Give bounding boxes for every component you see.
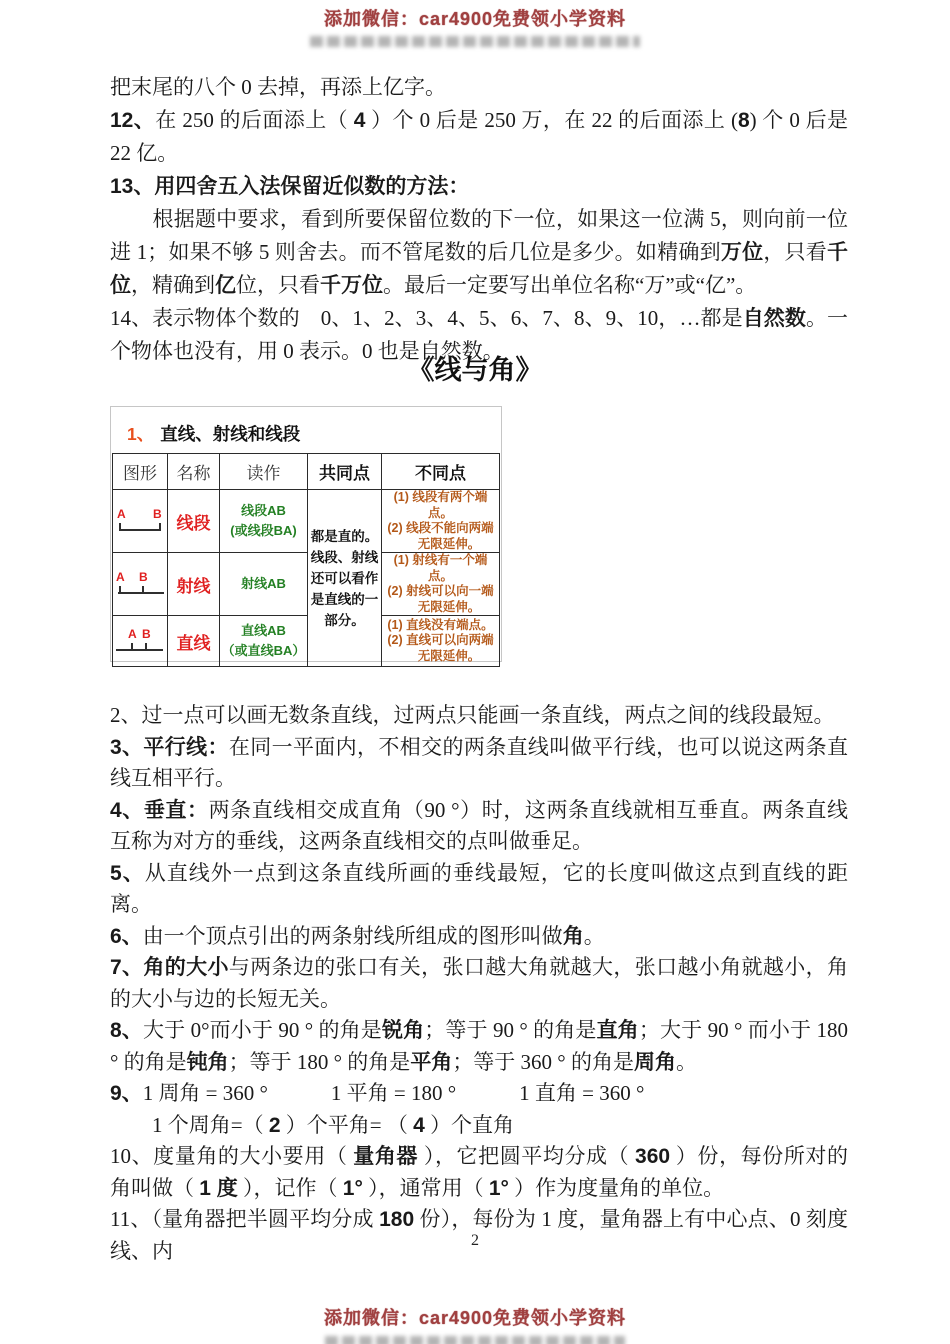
text-run: 自然数 bbox=[742, 307, 806, 330]
text-run: 12、 bbox=[110, 109, 156, 132]
ray-diagram bbox=[113, 553, 168, 616]
text-run: 11、（量角器把半圆平均分成 bbox=[110, 1207, 380, 1231]
text-run: ，精确到 bbox=[131, 273, 215, 297]
blurred-text-line-bottom bbox=[325, 1336, 625, 1344]
text-run: 由一个顶点引出的两条射线所组成的图形叫做 bbox=[142, 923, 563, 948]
name-cell: 线段 bbox=[168, 490, 220, 553]
header-figure: 图形 bbox=[113, 454, 168, 490]
difference-cell bbox=[382, 490, 500, 553]
text-run: ）份，每份所对的角叫做（ bbox=[110, 1144, 849, 1200]
reading-cell bbox=[220, 490, 308, 553]
text-run: 。一个物体也没有，用 0 表示。0 也是自然数。 bbox=[110, 306, 849, 363]
text-run: 1° bbox=[488, 1176, 509, 1200]
reading-line: (或线段BA) bbox=[230, 523, 297, 538]
difference-line: (2) 射线可以向一端 bbox=[387, 584, 494, 598]
line-diagram-icon bbox=[115, 626, 165, 656]
line-diagram bbox=[113, 616, 168, 667]
paragraph bbox=[110, 170, 848, 203]
text-run: 根据题中要求，看到所要保留位数的下一位，如果这一位满 5，则向前一位进 1；如果不够 5 则舍去。而不管尾数的后几位是多少。如精确到 bbox=[110, 207, 848, 264]
text-run: 亿 bbox=[215, 274, 236, 297]
segment-diagram bbox=[113, 490, 168, 553]
paragraph bbox=[110, 732, 848, 795]
table-row-line bbox=[113, 616, 500, 667]
difference-cell bbox=[382, 553, 500, 616]
text-run: ），它把圆平均分成（ bbox=[418, 1144, 636, 1168]
text-run: 与两条边的张口有关，张口越大角就越大，张口越小角就越小，角的大小与边的长短无关。 bbox=[110, 955, 848, 1011]
text-run: 5、 bbox=[110, 861, 145, 885]
name-cell: 直线 bbox=[168, 616, 220, 667]
difference-line: 无限延伸。 bbox=[417, 599, 481, 614]
difference-line: (1) 线段有两个端点。 bbox=[393, 490, 488, 520]
paragraph bbox=[110, 952, 848, 1015]
header-name: 名称 bbox=[168, 454, 220, 490]
table-header-row bbox=[113, 454, 500, 490]
text-run: 在同一平面内，不相交的两条直线叫做平行线，也可以说这两条直线互相平行。 bbox=[110, 734, 848, 790]
text-run: 180 bbox=[379, 1208, 415, 1231]
text-run: ；等于 90 ° 的角是 bbox=[424, 1018, 597, 1042]
top-paragraphs bbox=[110, 71, 848, 368]
header-difference: 不同点 bbox=[382, 454, 500, 490]
reading-line: 直线AB bbox=[241, 623, 286, 638]
paragraph bbox=[110, 858, 848, 921]
text-run: 万位 bbox=[720, 241, 764, 264]
reading-cell bbox=[220, 553, 308, 616]
text-run: 千位 bbox=[110, 241, 849, 297]
paragraph bbox=[110, 1141, 848, 1204]
point-a-label: A bbox=[117, 507, 126, 521]
difference-line: (2) 直线可以向两端 bbox=[387, 633, 494, 648]
text-run: ）个平角= （ bbox=[280, 1112, 414, 1137]
text-run: 。最后一定要写出单位名称“万”或“亿”。 bbox=[383, 273, 757, 297]
text-run: 2 bbox=[268, 1113, 281, 1137]
ray-diagram-icon bbox=[115, 569, 165, 599]
text-run: 2、过一点可以画无数条直线，过两点只能画一条直线，两点之间的线段最短。 bbox=[110, 703, 835, 727]
point-b-label: B bbox=[142, 627, 151, 641]
point-a-label: A bbox=[116, 570, 125, 584]
text-run: 。 bbox=[675, 1049, 697, 1074]
paragraph bbox=[110, 1078, 848, 1110]
text-run: 周角 bbox=[633, 1050, 676, 1074]
line-angle-figure bbox=[110, 406, 502, 662]
difference-line: 无限延伸。 bbox=[417, 536, 481, 551]
text-run: 8、 bbox=[110, 1019, 143, 1042]
text-run: 1 个周角=（ bbox=[110, 1112, 269, 1137]
reading-cell bbox=[220, 616, 308, 667]
difference-line: (1) 射线有一个端点。 bbox=[393, 553, 488, 583]
text-run: 直角 bbox=[596, 1019, 639, 1042]
watermark-top: 添加微信：car4900免费领小学资料 bbox=[323, 9, 627, 29]
difference-line: (1) 直线没有端点。 bbox=[387, 617, 494, 632]
segment-diagram-icon bbox=[115, 506, 165, 536]
text-run: 14、表示物体个数的 0、1、2、3、4、5、6、7、8、9、10，…都是 bbox=[110, 306, 743, 330]
page-number: 2 bbox=[471, 1232, 479, 1249]
text-run: 4 bbox=[353, 109, 366, 132]
text-run: 3、平行线： bbox=[110, 735, 229, 759]
point-b-label: B bbox=[139, 570, 148, 584]
header-reading: 读作 bbox=[220, 454, 308, 490]
lines-comparison-table bbox=[112, 453, 500, 667]
difference-line: (2) 线段不能向两端 bbox=[387, 521, 494, 535]
text-run: 。 bbox=[583, 923, 605, 948]
text-run: 从直线外一点到这条直线所画的垂线最短，它的长度叫做这点到直线的距离。 bbox=[110, 860, 848, 916]
paragraph bbox=[110, 71, 848, 104]
text-run: ）个直角 bbox=[424, 1112, 515, 1137]
paragraph bbox=[110, 795, 848, 858]
text-run: 位，只看 bbox=[236, 273, 320, 297]
text-run: 平角 bbox=[410, 1050, 453, 1074]
caption-text: 直线、射线和线段 bbox=[160, 424, 301, 444]
text-run: 8 bbox=[737, 109, 750, 132]
text-run: ；等于 180 ° 的角是 bbox=[228, 1049, 411, 1074]
text-run: 1° bbox=[342, 1176, 363, 1200]
watermark-bottom: 添加微信：car4900免费领小学资料 bbox=[323, 1308, 627, 1328]
name-cell: 射线 bbox=[168, 553, 220, 616]
text-run: 10、度量角的大小要用（ bbox=[110, 1144, 354, 1168]
text-run: 4 bbox=[413, 1113, 425, 1137]
figure-caption bbox=[127, 423, 501, 445]
text-run: 把末尾的八个 0 去掉，再添上亿字。 bbox=[110, 75, 446, 99]
text-run: 两条直线相交成直角（90 °）时，这两条直线就相互垂直。两条直线互称为对方的垂线，这两条直线相交的点叫做垂足。 bbox=[110, 797, 848, 853]
text-run: 1 度 bbox=[199, 1176, 238, 1200]
text-run: 7、角的大小 bbox=[110, 956, 229, 979]
difference-line: 无限延伸。 bbox=[417, 648, 481, 663]
text-run: ）作为度量角的单位。 bbox=[508, 1175, 725, 1200]
paragraph bbox=[110, 1015, 848, 1078]
text-run: ），通常用（ bbox=[362, 1175, 489, 1200]
blurred-text-line-top bbox=[310, 36, 640, 47]
text-run: 钝角 bbox=[186, 1050, 229, 1074]
text-run: 1 周角 = 360 ° 1 平角 = 180 ° 1 直角 = 360 ° bbox=[142, 1081, 645, 1105]
reading-line: 射线AB bbox=[241, 576, 286, 591]
text-run: 份），每份为 1 度，量角器上有中心点、0 刻度线、内 bbox=[110, 1207, 848, 1263]
text-run: 千万位 bbox=[320, 274, 383, 297]
text-run: 量角器 bbox=[353, 1145, 419, 1168]
text-run: 在 250 的后面添上（ bbox=[155, 108, 354, 132]
text-run: 13、用四舍五入法保留近似数的方法： bbox=[110, 175, 470, 198]
caption-number: 1、 bbox=[127, 424, 155, 444]
text-run: ）个 0 后是 250 万，在 22 的后面添上 ( bbox=[365, 108, 738, 132]
paragraph bbox=[110, 1110, 848, 1142]
text-run: 9、 bbox=[110, 1082, 143, 1105]
text-run: 6、 bbox=[110, 924, 143, 948]
reading-line: 线段AB bbox=[241, 503, 286, 518]
paragraph bbox=[110, 700, 848, 732]
text-run: 4、垂直： bbox=[110, 798, 209, 822]
text-run: ），记作（ bbox=[237, 1175, 343, 1200]
point-b-label: B bbox=[153, 507, 162, 521]
difference-cell bbox=[382, 616, 500, 667]
text-run: 角 bbox=[562, 924, 584, 948]
point-a-label: A bbox=[128, 627, 137, 641]
paragraph bbox=[110, 203, 848, 302]
header-common: 共同点 bbox=[308, 454, 382, 490]
text-run: ，只看 bbox=[763, 240, 828, 264]
table-row-ray bbox=[113, 553, 500, 616]
common-point-cell: 都是直的。线段、射线还可以看作是直线的一部分。 bbox=[308, 490, 382, 667]
paragraph bbox=[110, 104, 848, 170]
text-run: 360 bbox=[635, 1145, 671, 1168]
text-run: 大于 0°而小于 90 ° 的角是 bbox=[142, 1018, 382, 1042]
paragraph bbox=[110, 921, 848, 953]
text-run: 锐角 bbox=[381, 1019, 425, 1042]
reading-line: （或直线BA） bbox=[221, 643, 306, 658]
table-row-segment bbox=[113, 490, 500, 553]
section-title: 《线与角》 bbox=[407, 355, 543, 385]
text-run: ) 个 0 后是 22 亿。 bbox=[110, 108, 848, 165]
bottom-paragraphs bbox=[110, 700, 848, 1267]
text-run: ；大于 90 ° 而小于 180 ° 的角是 bbox=[110, 1018, 849, 1074]
text-run: ；等于 360 ° 的角是 bbox=[452, 1049, 634, 1074]
